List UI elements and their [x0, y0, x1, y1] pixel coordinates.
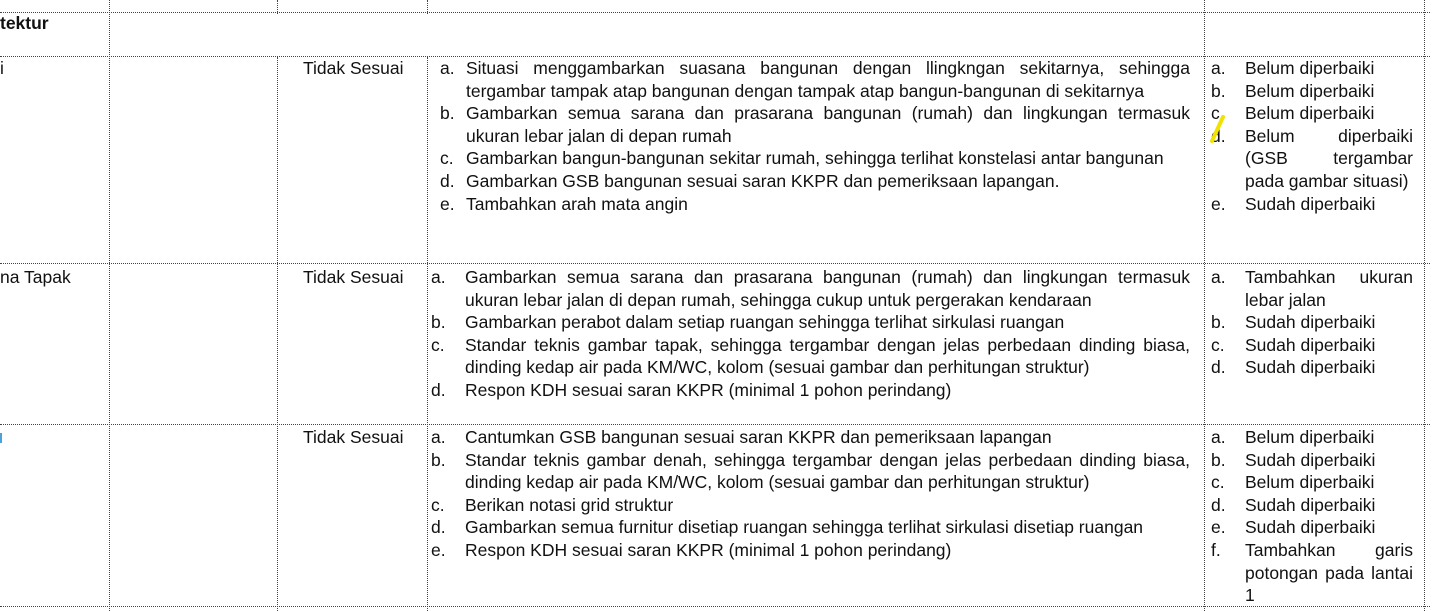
- response-marker: a.: [1211, 267, 1226, 287]
- note-marker: b.: [440, 103, 455, 124]
- note-item: [440, 193, 1190, 216]
- column-divider-1: [109, 0, 110, 611]
- notes-list: [440, 57, 1190, 215]
- responses-list: [1211, 426, 1413, 607]
- response-marker: b.: [1211, 449, 1226, 470]
- response-marker: e.: [1211, 193, 1226, 214]
- note-text: Standar teknis gambar denah, sehingga tergambar dengan jelas perbedaan dinding biasa, dinding kedap air pada KM/WC, kolom (sesuai gambar dan perhitungan struktur): [465, 449, 1190, 493]
- note-text: Respon KDH sesuai saran KKPR (minimal 1 pohon perindang): [465, 379, 952, 400]
- column-divider-2-lower: [277, 57, 278, 611]
- response-text: Belum diperbaiki: [1245, 80, 1375, 101]
- section-title: tektur: [0, 13, 49, 33]
- note-marker: d.: [431, 379, 446, 400]
- note-item: [431, 311, 1190, 334]
- note-marker: a.: [431, 267, 446, 287]
- note-item: [440, 147, 1190, 170]
- note-text: Gambarkan GSB bangunan sesuai saran KKPR dan pemeriksaan lapangan.: [466, 170, 1060, 191]
- response-text: Belum diperbaiki: [1245, 472, 1375, 493]
- row-divider-3: [0, 424, 1430, 425]
- note-text: Tambahkan arah mata angin: [466, 193, 688, 214]
- response-item: [1211, 494, 1413, 517]
- status-text: Tidak Sesuai: [303, 427, 404, 447]
- response-text: Sudah diperbaiki: [1245, 449, 1376, 470]
- note-item: [431, 334, 1190, 379]
- response-marker: d.: [1211, 125, 1226, 146]
- note-item: [440, 170, 1190, 193]
- response-item: [1211, 449, 1413, 472]
- response-text: Sudah diperbaiki: [1245, 494, 1376, 515]
- notes-list: [431, 426, 1190, 562]
- response-item: [1211, 334, 1413, 357]
- note-marker: d.: [431, 517, 446, 538]
- response-marker: a.: [1211, 58, 1226, 78]
- response-marker: c.: [1211, 334, 1225, 355]
- response-text: Belum diperbaiki: [1245, 427, 1375, 447]
- response-text: Sudah diperbaiki: [1245, 334, 1376, 355]
- response-text: Belum diperbaiki: [1245, 103, 1375, 124]
- response-item: [1211, 356, 1413, 379]
- note-marker: d.: [440, 170, 455, 191]
- response-text: Sudah diperbaiki: [1245, 312, 1376, 333]
- response-marker: c.: [1211, 472, 1225, 493]
- notes-list: [431, 266, 1190, 402]
- response-text: Sudah diperbaiki: [1245, 357, 1376, 378]
- response-text: Sudah diperbaiki: [1245, 517, 1376, 538]
- note-text: Gambarkan perabot dalam setiap ruangan sehingga terlihat sirkulasi ruangan: [465, 312, 1065, 333]
- status-text: Tidak Sesuai: [303, 58, 404, 78]
- note-item: [431, 379, 1190, 402]
- column-divider-3-lower: [427, 57, 428, 611]
- response-marker: d.: [1211, 357, 1226, 378]
- response-marker: c.: [1211, 103, 1225, 124]
- note-item: [431, 539, 1190, 562]
- highlighter-mark-icon: [1209, 114, 1227, 144]
- note-marker: a.: [431, 427, 446, 447]
- note-item: [431, 426, 1190, 449]
- response-marker: b.: [1211, 80, 1226, 101]
- row-label: na Tapak: [0, 267, 71, 287]
- note-item: [440, 57, 1190, 102]
- response-item: [1211, 80, 1413, 103]
- note-marker: b.: [431, 449, 446, 470]
- note-text: Situasi menggambarkan suasana bangunan dengan llingkngan sekitarnya, sehingga tergambar tampak atap bangunan dengan tampak atap bangun-bangunan di sekitarnya: [466, 58, 1190, 101]
- status-text: Tidak Sesuai: [303, 267, 404, 287]
- note-item: [431, 494, 1190, 517]
- response-item: [1211, 471, 1413, 494]
- response-item: [1211, 539, 1413, 607]
- note-text: Gambarkan semua sarana dan prasarana bangunan (rumah) dan lingkungan termasuk ukuran lebar jalan di depan rumah: [466, 103, 1190, 146]
- note-item: [431, 449, 1190, 494]
- note-marker: e.: [431, 539, 446, 560]
- note-item: [431, 266, 1190, 311]
- row-label: i: [0, 58, 4, 78]
- row-label-cut-mark: [0, 433, 2, 443]
- response-marker: e.: [1211, 517, 1226, 538]
- response-text: Sudah diperbaiki: [1245, 193, 1376, 214]
- responses-list: [1211, 57, 1413, 215]
- note-marker: c.: [440, 148, 454, 169]
- response-item: [1211, 193, 1413, 216]
- response-text: Belum diperbaiki (GSB tergambar pada gambar situasi): [1245, 125, 1413, 191]
- note-text: Respon KDH sesuai saran KKPR (minimal 1 pohon perindang): [465, 539, 952, 560]
- note-text: Cantumkan GSB bangunan sesuai saran KKPR dan pemeriksaan lapangan: [465, 427, 1052, 447]
- response-item: [1211, 516, 1413, 539]
- note-text: Gambarkan semua sarana dan prasarana bangunan (rumah) dan lingkungan termasuk ukuran lebar jalan di depan rumah, sehingga cukup untuk pergerakan kendaraan: [465, 267, 1190, 310]
- note-text: Standar teknis gambar tapak, sehingga tergambar dengan jelas perbedaan dinding biasa, dinding kedap air pada KM/WC, kolom (sesuai gambar dan perhitungan struktur): [465, 334, 1190, 378]
- response-item: [1211, 426, 1413, 449]
- response-text: Tambahkan garis potongan pada lantai 1: [1245, 539, 1413, 606]
- note-marker: e.: [440, 193, 455, 214]
- note-item: [431, 516, 1190, 539]
- note-text: Berikan notasi grid struktur: [465, 494, 674, 515]
- response-item: [1211, 102, 1413, 125]
- row-divider-2: [0, 263, 1430, 264]
- row-divider-top: [0, 12, 1430, 13]
- response-item: [1211, 311, 1413, 334]
- note-text: Gambarkan semua furnitur disetiap ruangan sehingga terlihat sirkulasi disetiap ruangan: [465, 517, 1144, 538]
- response-item: [1211, 125, 1413, 193]
- responses-list: [1211, 266, 1413, 379]
- column-divider-5: [1424, 0, 1425, 611]
- response-text: Tambahkan ukuran lebar jalan: [1245, 267, 1413, 310]
- response-marker: d.: [1211, 494, 1226, 515]
- column-divider-4: [1204, 0, 1205, 611]
- response-text: Belum diperbaiki: [1245, 58, 1375, 78]
- response-marker: a.: [1211, 427, 1226, 447]
- note-marker: b.: [431, 312, 446, 333]
- response-item: [1211, 266, 1413, 311]
- response-item: [1211, 57, 1413, 80]
- response-marker: f.: [1211, 539, 1221, 560]
- response-marker: b.: [1211, 312, 1226, 333]
- note-text: Gambarkan bangun-bangunan sekitar rumah, sehingga terlihat konstelasi antar bangunan: [466, 148, 1164, 169]
- note-marker: c.: [431, 494, 445, 515]
- note-marker: c.: [431, 334, 445, 355]
- note-item: [440, 102, 1190, 147]
- note-marker: a.: [440, 58, 455, 78]
